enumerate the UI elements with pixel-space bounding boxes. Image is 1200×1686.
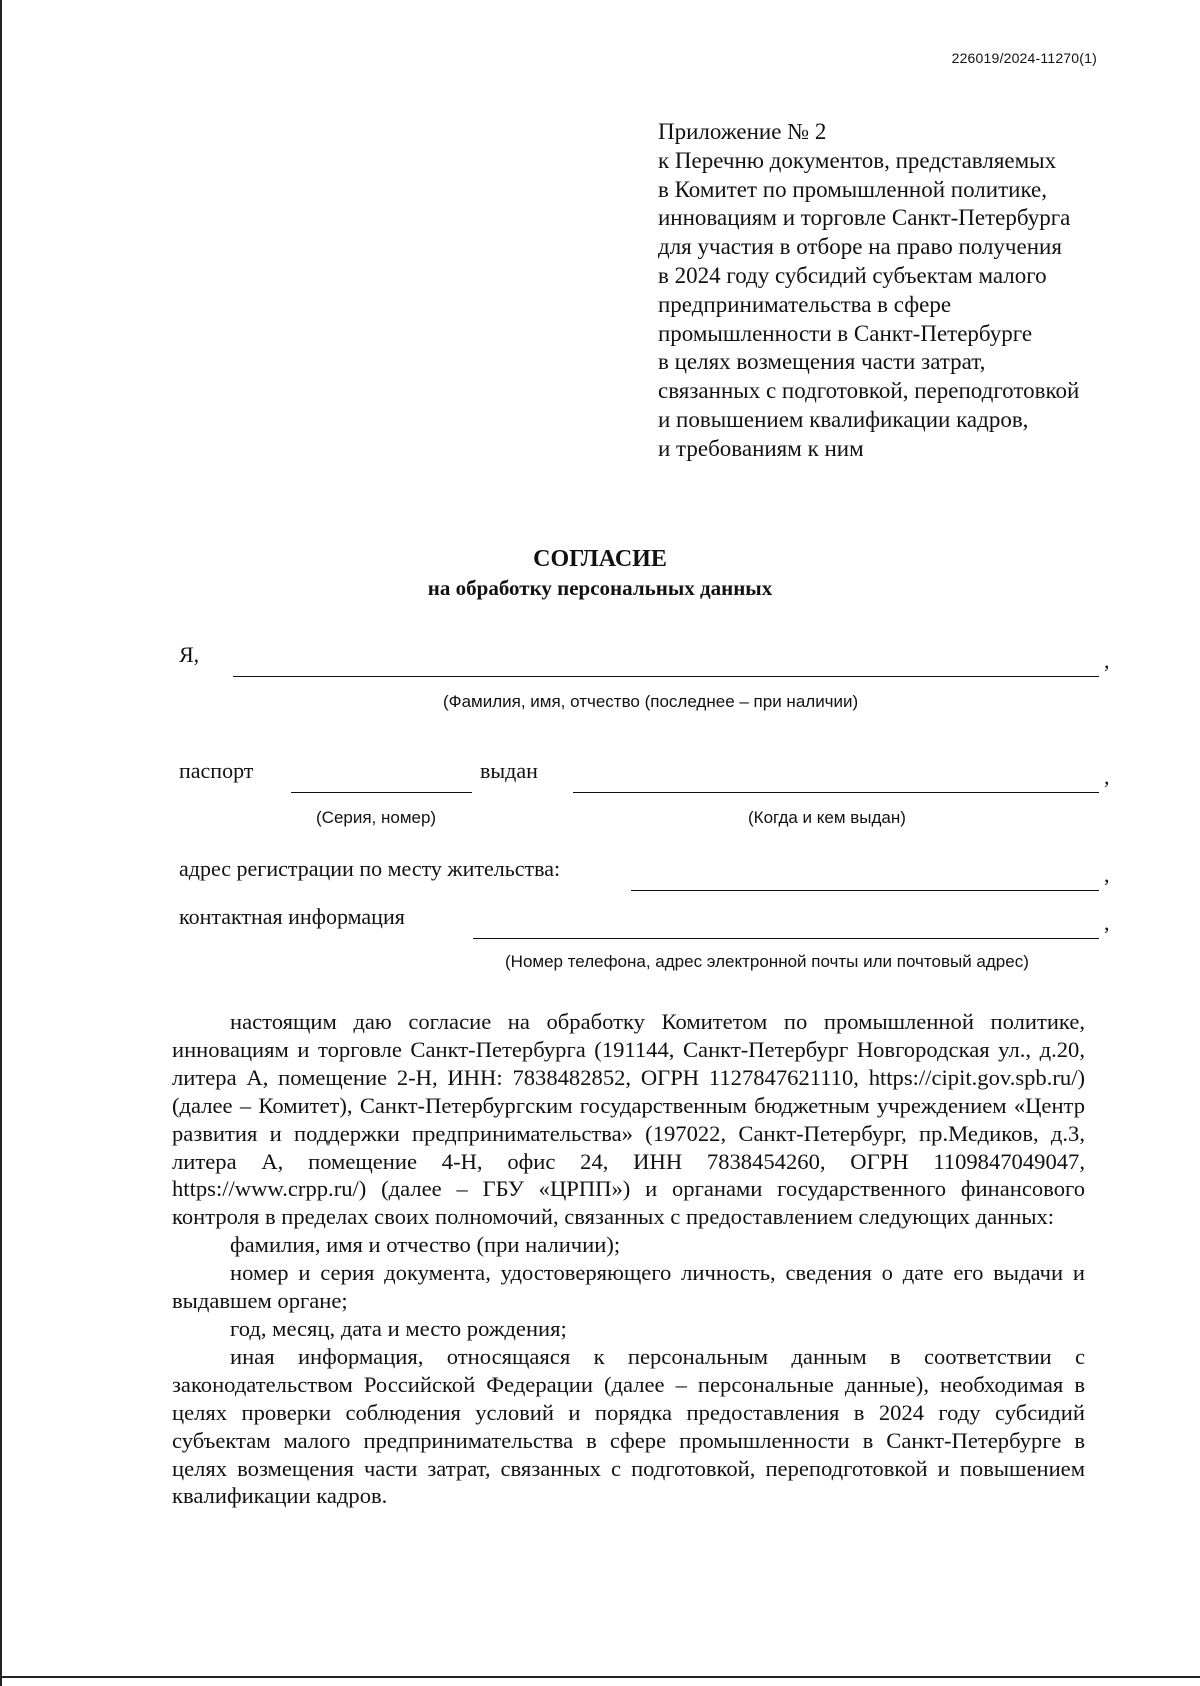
appendix-line: и повышением квалификации кадров, <box>658 406 1029 432</box>
issued-label: выдан <box>480 758 538 783</box>
consent-paragraph: иная информация, относящаяся к персональным данным в соответствии с законодательством Российской Федерации (далее – персональные данные), необходимая в целях проверки соблюдения условий и порядка предоставления в 2024 году субсидий субъектам малого предпринимательства в сфере промышленности в Санкт-Петербурге в целях возмещения части затрат, связанных с подготовкой, переподготовкой и повышением квалификации кадров. <box>172 1343 1085 1509</box>
appendix-line: связанных с подготовкой, переподготовкой <box>658 378 1080 404</box>
consent-body <box>172 1008 1085 1510</box>
appendix-line: в Комитет по промышленной политике, <box>658 176 1048 202</box>
ya-label: Я, <box>179 642 200 667</box>
series-caption: (Серия, номер) <box>316 808 437 827</box>
appendix-line: для участия в отборе на право получения <box>658 234 1062 260</box>
contact-label: контактная информация <box>179 904 405 929</box>
passport-label: паспорт <box>179 758 254 783</box>
contact-comma: , <box>1104 910 1110 935</box>
fio-comma: , <box>1104 648 1110 673</box>
consent-paragraph: год, месяц, дата и место рождения; <box>230 1315 567 1341</box>
passport-series-field-line[interactable] <box>291 792 472 793</box>
appendix-line: Приложение № 2 <box>658 119 827 144</box>
contact-field-line[interactable] <box>473 938 1099 939</box>
fio-field-line[interactable] <box>233 676 1099 677</box>
issued-caption: (Когда и кем выдан) <box>748 808 906 827</box>
document-number: 226019/2024-11270(1) <box>951 50 1097 66</box>
appendix-line: предпринимательства в сфере <box>658 291 952 317</box>
appendix-line: инновациям и торговле Санкт-Петербурга <box>658 205 1071 231</box>
passport-issued-field-line[interactable] <box>573 792 1099 793</box>
appendix-line: промышленности в Санкт-Петербурге <box>658 320 1033 346</box>
consent-paragraph: номер и серия документа, удостоверяющего личность, сведения о дате его выдачи и выдавшем органе; <box>172 1260 1085 1314</box>
appendix-line: к Перечню документов, представляемых <box>658 147 1057 173</box>
scan-bottom-edge <box>0 1676 1200 1678</box>
appendix-line: в 2024 году субсидий субъектам малого <box>658 262 1047 288</box>
appendix-line: в целях возмещения части затрат, <box>658 349 986 375</box>
address-label: адрес регистрации по месту жительства: <box>179 856 561 881</box>
contact-caption: (Номер телефона, адрес электронной почты или почтовый адрес) <box>505 952 1029 971</box>
scan-edge-line <box>0 0 2 1686</box>
document-subtitle: на обработку персональных данных <box>427 576 773 600</box>
appendix-line: и требованиям к ним <box>658 435 864 461</box>
address-field-line[interactable] <box>631 890 1099 891</box>
fio-caption: (Фамилия, имя, отчество (последнее – при наличии) <box>443 692 859 711</box>
appendix-reference <box>658 118 1178 464</box>
consent-paragraph: настоящим даю согласие на обработку Комитетом по промышленной политике, инновациям и торговле Санкт-Петербурга (191144, Санкт-Петербург Новгородская ул., д.20, литера А, помещение 2-Н, ИНН: 7838482852, ОГРН 1127847621110, https://cipit.gov.spb.ru/) (далее – Комитет), Санкт-Петербургским государственным бюджетным учреждением «Центр развития и поддержки предпринимательства» (197022, Санкт-Петербург, пр.Медиков, д.3, литера А, помещение 4-Н, офис 24, ИНН 7838454260, ОГРН 1109847049047, https://www.crpp.ru/) (далее – ГБУ «ЦРПП») и органами государственного финансового контроля в пределах своих полномочий, связанных с предоставлением следующих данных: <box>172 1009 1085 1230</box>
address-comma: , <box>1104 862 1110 887</box>
document-title: СОГЛАСИЕ <box>533 546 667 572</box>
consent-paragraph: фамилия, имя и отчество (при наличии); <box>230 1232 621 1258</box>
passport-comma: , <box>1104 764 1110 789</box>
